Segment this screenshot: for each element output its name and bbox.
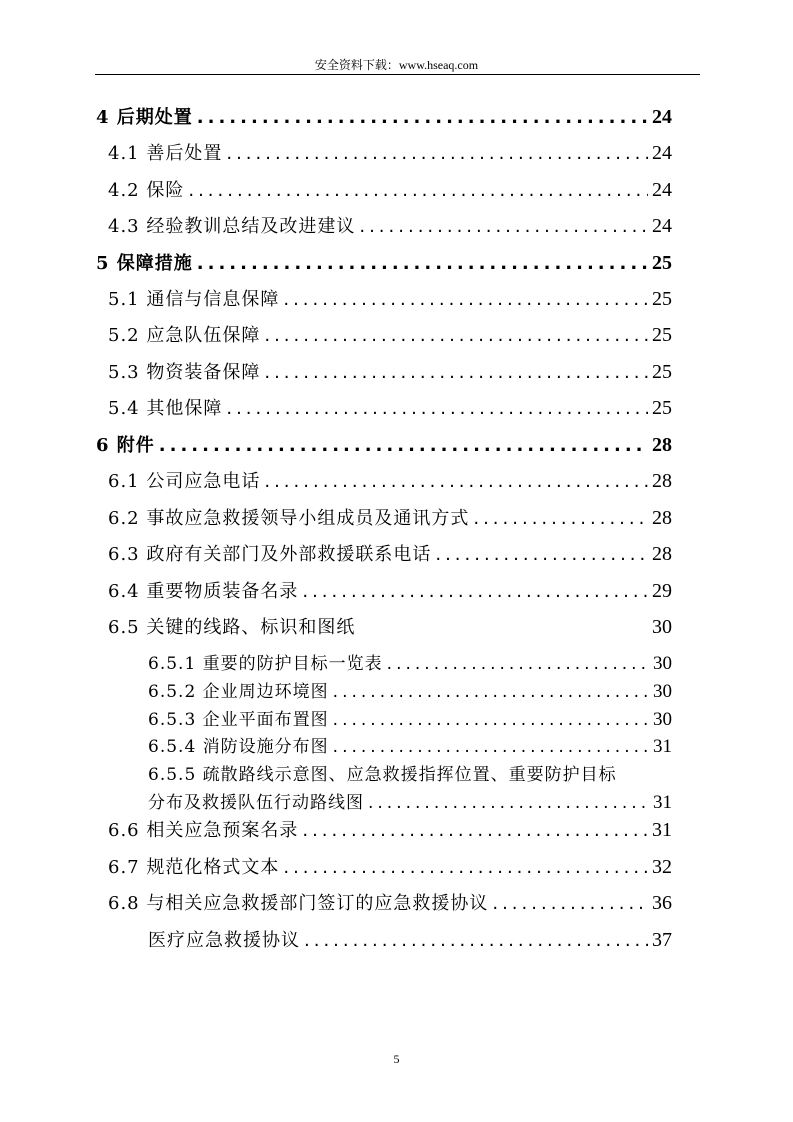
toc-entry-title: 4.2 保险: [108, 180, 185, 201]
toc-entry[interactable]: [148, 928, 672, 952]
toc-entry[interactable]: [108, 579, 672, 603]
page-number: 5: [393, 1052, 400, 1066]
toc-leader-dots: [302, 580, 648, 604]
toc-entry-page: 31: [653, 736, 672, 757]
toc-entry-page: 32: [652, 856, 672, 878]
toc-leader-dots: [302, 819, 648, 843]
toc-entry-title: 5.4 其他保障: [108, 398, 223, 419]
toc-leader-dots: [226, 142, 648, 166]
toc-entry[interactable]: [108, 469, 672, 493]
toc-leader-dots: [188, 179, 648, 203]
toc-entry-title-continued: 分布及救援队伍行动路线图: [148, 793, 364, 813]
toc-entry-page: 25: [652, 361, 672, 383]
toc-leader-dots: [283, 856, 648, 880]
toc-entry-page: 24: [652, 142, 672, 164]
toc-entry[interactable]: [108, 396, 672, 420]
toc-entry[interactable]: [108, 287, 672, 311]
toc-entry-title: 4.1 善后处置: [108, 143, 223, 164]
toc-entry-title: 6.5.1 重要的防护目标一览表: [148, 654, 383, 674]
toc-entry-title[interactable]: 6.5.5 疏散路线示意图、应急救援指挥位置、重要防护目标: [148, 765, 617, 785]
toc-leader-dots: [333, 680, 649, 704]
toc-entry[interactable]: [108, 818, 672, 842]
toc-leader-dots: [387, 652, 649, 676]
toc-entry-title: 6.5.2 企业周边环境图: [148, 682, 329, 702]
toc-entry-title: 医疗应急救援协议: [148, 930, 300, 951]
toc-leader-dots: [435, 543, 648, 567]
toc-entry-page: 37: [652, 929, 672, 951]
toc-entry-title: 5.2 应急队伍保障: [108, 325, 261, 346]
toc-entry-title: 6 附件: [96, 435, 155, 456]
toc-entry-page: 28: [652, 543, 672, 565]
toc-entry[interactable]: [148, 791, 672, 815]
toc-leader-dots: [492, 892, 648, 916]
toc-entry[interactable]: [148, 652, 672, 676]
toc-entry-page: 30: [653, 709, 672, 730]
toc-entry-page: 28: [652, 507, 672, 529]
toc-entry-title: 6.1 公司应急电话: [108, 471, 261, 492]
toc-entry-title: 6.8 与相关应急救援部门签订的应急救援协议: [108, 893, 489, 914]
toc-entry[interactable]: [96, 105, 672, 129]
toc-leader-dots: [368, 791, 649, 815]
toc-entry-title: 6.2 事故应急救援领导小组成员及通讯方式: [108, 508, 470, 529]
toc-entry-page: 30: [652, 616, 672, 638]
toc-entry-page: 30: [653, 681, 672, 702]
toc-leader-dots: [283, 288, 648, 312]
toc-entry[interactable]: [108, 891, 672, 915]
toc-entry-title: 6.5 关键的线路、标识和图纸: [108, 617, 356, 638]
toc-entry-title: 6.4 重要物质装备名录: [108, 581, 299, 602]
toc-entry-page: 24: [652, 179, 672, 201]
toc-entry-page: 29: [652, 580, 672, 602]
toc-entry-page: 25: [652, 324, 672, 346]
toc-leader-dots: [333, 708, 649, 732]
toc-entry-page: 31: [653, 792, 672, 813]
toc-leader-dots: [333, 735, 649, 759]
toc-entry-page: 25: [652, 397, 672, 419]
toc-entry[interactable]: [108, 855, 672, 879]
toc-entry-title: 6.3 政府有关部门及外部救援联系电话: [108, 544, 432, 565]
toc-entry[interactable]: [148, 735, 672, 759]
toc-entry-page: 25: [652, 288, 672, 310]
toc-entry-title: 5 保障措施: [96, 253, 193, 274]
toc-entry-title: 6.5.4 消防设施分布图: [148, 737, 329, 757]
toc-entry[interactable]: [108, 178, 672, 202]
toc-entry-title: 4 后期处置: [96, 107, 193, 128]
toc-leader-dots: [264, 324, 648, 348]
toc-entry-page: 28: [652, 434, 672, 456]
toc-entry[interactable]: [108, 615, 672, 639]
toc-entry-title: 6.7 规范化格式文本: [108, 857, 280, 878]
toc-entry[interactable]: [148, 680, 672, 704]
toc-entry[interactable]: [96, 251, 672, 275]
toc-entry-page: 31: [652, 819, 672, 841]
toc-entry-title: 6.6 相关应急预案名录: [108, 820, 299, 841]
toc-entry-title: 4.3 经验教训总结及改进建议: [108, 216, 356, 237]
toc-entry-page: 30: [653, 653, 672, 674]
toc-entry-page: 25: [652, 252, 672, 274]
toc-entry[interactable]: [108, 360, 672, 384]
toc-leader-dots: [197, 252, 648, 276]
toc-entry[interactable]: [96, 433, 672, 457]
toc-leader-dots: [264, 361, 648, 385]
header-rule: [95, 74, 700, 75]
toc-entry-title: 5.3 物资装备保障: [108, 362, 261, 383]
toc-leader-dots: [159, 434, 648, 458]
toc-entry-page: 28: [652, 470, 672, 492]
toc-entry[interactable]: [148, 708, 672, 732]
toc-leader-dots: [197, 106, 648, 130]
toc-leader-dots: [359, 215, 648, 239]
toc-entry-title: 6.5.3 企业平面布置图: [148, 710, 329, 730]
toc-entry-page: 36: [652, 892, 672, 914]
toc-entry[interactable]: [108, 506, 672, 530]
toc-leader-dots: [304, 929, 648, 953]
toc-entry[interactable]: [108, 141, 672, 165]
toc-entry[interactable]: [108, 542, 672, 566]
toc-leader-dots: [264, 470, 648, 494]
toc-entry-page: 24: [652, 106, 672, 128]
toc-entry[interactable]: [108, 214, 672, 238]
page-header: 安全资料下载：www.hseaq.com: [314, 58, 479, 72]
toc-entry-page: 24: [652, 215, 672, 237]
toc-entry-title: 5.1 通信与信息保障: [108, 289, 280, 310]
toc-leader-dots: [226, 397, 648, 421]
toc-leader-dots: [473, 507, 648, 531]
toc-entry[interactable]: [108, 323, 672, 347]
